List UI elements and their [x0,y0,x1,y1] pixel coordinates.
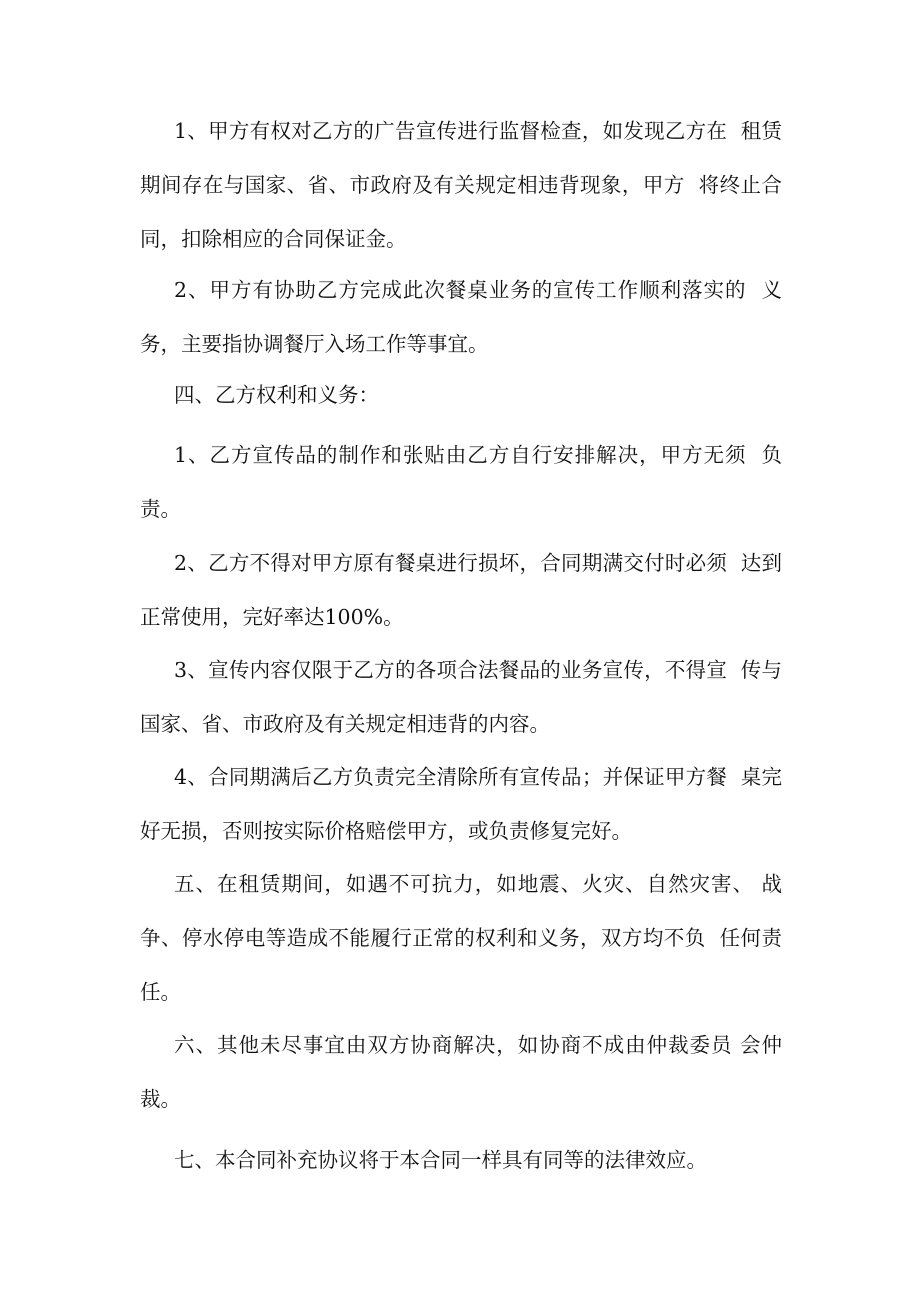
paragraph-4: 2、乙方不得对甲方原有餐桌进行损坏，合同期满交付时必须 达到正常使用，完好率达100%。 [140,551,782,629]
paragraph-1: 1、甲方有权对乙方的广告宣传进行监督检查，如发现乙方在 租赁期间存在与国家、省、市政府及有关规定相违背现象，甲方 将终止合同，扣除相应的合同保证金。 [140,119,782,251]
paragraph-2: 2、甲方有协助乙方完成此次餐桌业务的宣传工作顺利落实的 义务，主要指协调餐厅入场工作等事宜。 [140,278,782,356]
paragraph-5: 3、宣传内容仅限于乙方的各项合法餐品的业务宣传，不得宣 传与国家、省、市政府及有关规定相违背的内容。 [140,658,782,736]
paragraph-7: 五、在租赁期间，如遇不可抗力，如地震、火灾、自然灾害、 战争、停水停电等造成不能履行正常的权利和义务，双方均不负 任何责任。 [140,872,782,1004]
paragraph-8: 六、其他未尽事宜由双方协商解决，如协商不成由仲裁委员 会仲裁。 [140,1033,782,1111]
paragraph-9: 七、本合同补充协议将于本合同一样具有同等的法律效应。 [174,1148,707,1172]
paragraph-6: 4、合同期满后乙方负责完全清除所有宣传品；并保证甲方餐 桌完好无损，否则按实际价格赔偿甲方，或负责修复完好。 [140,765,782,843]
paragraph-3: 1、乙方宣传品的制作和张贴由乙方自行安排解决，甲方无须 负责。 [140,443,782,521]
section-heading-4: 四、乙方权利和义务： [174,383,379,407]
